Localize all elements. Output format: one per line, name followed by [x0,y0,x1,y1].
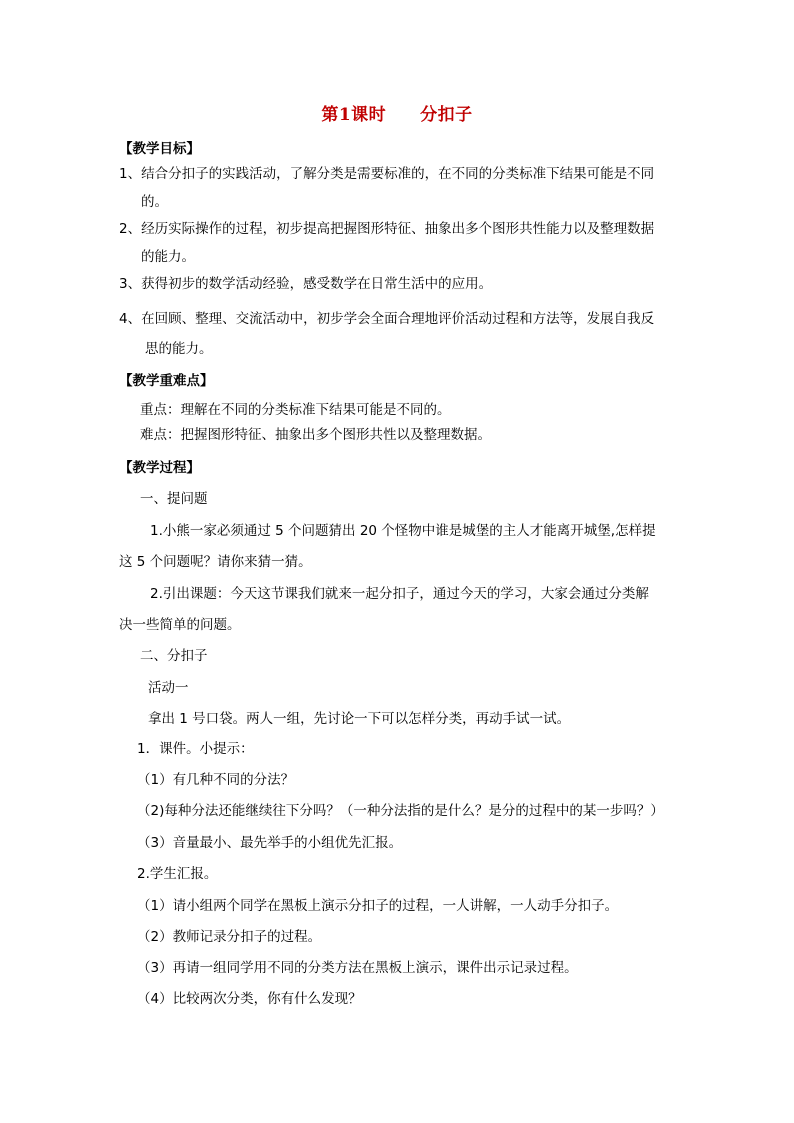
lesson-number: 第1课时 [321,105,387,125]
process-line: （2)每种分法还能继续往下分吗？（一种分法指的是什么？是分的过程中的某一步吗？） [137,803,664,819]
objective-line: 1、结合分扣子的实践活动，了解分类是需要标准的，在不同的分类标准下结果可能是不同 [119,166,655,182]
process-line: 1．课件。小提示： [137,741,254,757]
lesson-name: 分扣子 [420,105,473,125]
keypoint-line: 重点：理解在不同的分类标准下结果可能是不同的。 [140,402,451,418]
process-line: （1）有几种不同的分法？ [137,772,295,788]
objectives-heading: 【教学目标】 [119,141,200,157]
process-line: （4）比较两次分类，你有什么发现？ [137,991,362,1007]
process-line: （2）教师记录分扣子的过程。 [137,929,322,945]
process-line: 2.学生汇报。 [137,866,218,882]
process-line: 决一些简单的问题。 [119,617,241,633]
objective-line: 3、获得初步的数学活动经验，感受数学在日常生活中的应用。 [119,276,493,292]
page-title [0,100,794,125]
process-line: 这 5 个问题呢？请你来猜一猜。 [119,554,312,570]
process-heading: 【教学过程】 [119,460,200,476]
objective-line: 2、经历实际操作的过程，初步提高把握图形特征、抽象出多个图形共性能力以及整理数据 [119,221,655,237]
process-line: 1.小熊一家必须通过 5 个问题猜出 20 个怪物中谁是城堡的主人才能离开城堡,怎样提 [150,523,656,539]
process-line: 一、提问题 [140,491,208,507]
process-line: 2.引出课题：今天这节课我们就来一起分扣子，通过今天的学习，大家会通过分类解 [150,586,649,602]
process-line: 二、分扣子 [140,648,208,664]
process-line: （3）再请一组同学用不同的分类方法在黑板上演示，课件出示记录过程。 [137,960,578,976]
keypoint-line: 难点：把握图形特征、抽象出多个图形共性以及整理数据。 [140,427,491,443]
process-line: （1）请小组两个同学在黑板上演示分扣子的过程，一人讲解，一人动手分扣子。 [137,898,619,914]
process-line: 拿出 1 号口袋。两人一组，先讨论一下可以怎样分类，再动手试一试。 [148,711,571,727]
keypoints-heading: 【教学重难点】 [119,373,214,389]
objective-line: 4、在回顾、整理、交流活动中，初步学会全面合理地评价活动过程和方法等，发展自我反 [119,311,655,327]
process-line: （3）音量最小、最先举手的小组优先汇报。 [137,835,403,851]
objective-line: 的能力。 [141,249,195,265]
objective-line: 的。 [141,194,168,210]
process-line: 活动一 [148,680,189,696]
objective-line: 思的能力。 [145,341,213,357]
